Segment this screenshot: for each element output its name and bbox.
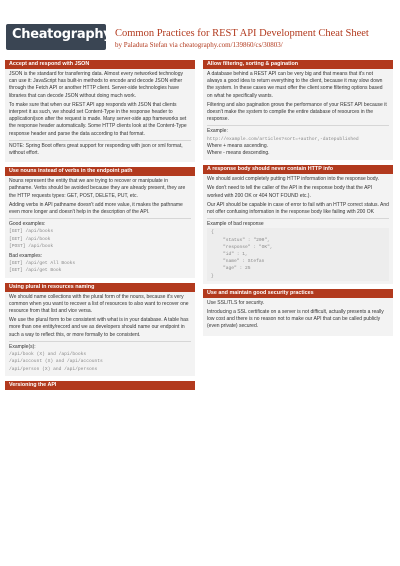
card-json <box>5 60 195 162</box>
page-title: Common Practices for REST API Development Cheat Sheet <box>115 28 369 39</box>
header <box>0 0 400 56</box>
card-security <box>203 289 393 336</box>
paragraph: We should avoid completely putting HTTP information into the response body. <box>207 176 380 183</box>
paragraph: Introducing a SSL certificate on a server is not difficult, actually presents a really low cost and there is no reason not to make our API that can be called publicly (even private) secured. <box>207 309 384 330</box>
paragraph: We should name collections with the plural form of the nouns, because it's very common when you want to recover a list of resources to also want to recover one resource from that list and vice versa. <box>9 293 189 315</box>
code-block <box>207 228 389 280</box>
card-filtering <box>203 60 393 160</box>
paragraph: Nouns represent the entity that we are trying to recover or manipulate in pathname. Verbs should be avoided because they are already present, they are the HTTP requests types: GET, POST, DELETE, PUT, etc. <box>9 178 186 199</box>
code-line: "id" : 1, <box>223 252 248 258</box>
divider <box>9 140 191 141</box>
where-ascending: Where + means ascending. <box>207 142 269 149</box>
paragraph: Filtering and also pagination grows the performance of your REST API because it doesn't make the system to compile the entire database of resources in the response. <box>207 101 387 123</box>
code-line: [GET] /api/get Book <box>9 268 62 274</box>
divider <box>207 218 389 219</box>
logo-text: Cheatography <box>12 27 112 42</box>
code-line: /api/book (X) and /api/books <box>9 352 87 358</box>
card-heading: Using plural in resources naming <box>5 283 195 292</box>
paragraph: Adding verbs in API pathname doesn't add more value, it makes the pathname even more longer and doesn't help in the description of the API. <box>9 201 183 216</box>
card-heading: A response body should never contain HTTP info <box>203 165 393 174</box>
paragraph: JSON is the standard for transferring data. Almost every networked technology can use it: JavaScript has built-in methods to encode and decode JSON either through the Fetch API or another HTTP client. Server-side technologies have libraries that can decode JSON without doing much work. <box>9 71 183 99</box>
paragraph: Our API should be capable in case of error to fail with an HTTP correct status. And not offer confusing information in the response body like failing with 200 OK <box>207 201 389 216</box>
code-line: /api/person (X) and /api/persons <box>9 366 98 372</box>
code-line: "name" : Stefan <box>223 259 265 265</box>
card-http-info <box>203 165 393 284</box>
where-descending: Where - means descending. <box>207 150 270 157</box>
left-column <box>5 60 195 395</box>
card-heading: Use nouns instead of verbs in the endpoint path <box>5 167 195 176</box>
example-label: Example: <box>207 128 228 135</box>
code-line: } <box>211 273 214 279</box>
card-body <box>203 69 393 160</box>
good-examples-label: Good examples: <box>9 221 46 228</box>
code-line: [GET] /api/book <box>9 236 51 242</box>
card-nouns <box>5 167 195 277</box>
code-line: [GET] /api/books <box>9 229 54 235</box>
right-column <box>203 60 393 341</box>
card-heading: Accept and respond with JSON <box>5 60 195 69</box>
card-body <box>5 69 195 162</box>
divider <box>207 125 389 126</box>
paragraph: A database behind a REST API can be very big and that means that it's not always a good idea to return everything to the client, because it may slow down the system. In these cases we must offer the client some filtering options based on what he specifically wants. <box>207 71 383 99</box>
card-body <box>5 292 195 376</box>
divider <box>9 218 191 219</box>
card-plural <box>5 283 195 376</box>
code-line: "status" : "200", <box>223 237 270 243</box>
paragraph: Use SSL/TLS for security. <box>207 299 265 306</box>
paragraph: We use the plural form to be consistent with what is in your database. A table has more than one entity/record and we as developers should name our endpoint in such a way to reflect this, or more formally to be consistent. <box>9 317 189 338</box>
code-line: /api/account (X) and /api/accounts <box>9 359 103 365</box>
code-line: "age" : 25 <box>223 266 251 272</box>
logo[interactable] <box>6 24 112 50</box>
example-label: Example of bad response <box>207 221 264 228</box>
page-subtitle[interactable]: by Paladuta Stefan via cheatography.com/139860/cs/30803/ <box>115 41 283 49</box>
note: NOTE: Spring Boot offers great support for responding with json or xml format, without effort. <box>9 142 183 157</box>
card-heading: Allow filtering, sorting & pagination <box>203 60 393 69</box>
paragraph: To make sure that when our REST API app responds with JSON that clients interpret it as such, we should set Content-Type in the response header to application/json after the request is made. Many server-side app frameworks set the response header automatically. Some HTTP clients look at the Content-Type response header and parse the data according to that format. <box>9 101 187 137</box>
divider <box>9 341 191 342</box>
code-line: "response" : "OK", <box>223 244 273 250</box>
card-versioning <box>5 381 195 390</box>
code-line: http://example.com/articles?sort=+author,-datepublished <box>207 136 359 142</box>
code-line: { <box>211 230 214 236</box>
bad-examples-label: Bad examples: <box>9 253 43 260</box>
code-line: [POST] /api/book <box>9 243 54 249</box>
card-heading: Use and maintain good security practices <box>203 289 393 298</box>
card-body <box>203 174 393 284</box>
card-heading: Versioning the API <box>5 381 195 390</box>
paragraph: We don't need to tell the caller of the API in the response body that the API worked with 200 OK or 404 NOT FOUND etc.). <box>207 185 373 199</box>
card-body <box>5 176 195 277</box>
examples-label: Example(s): <box>9 343 36 350</box>
code-line: [GET] /api/get All Books <box>9 261 76 267</box>
card-body <box>203 298 393 336</box>
